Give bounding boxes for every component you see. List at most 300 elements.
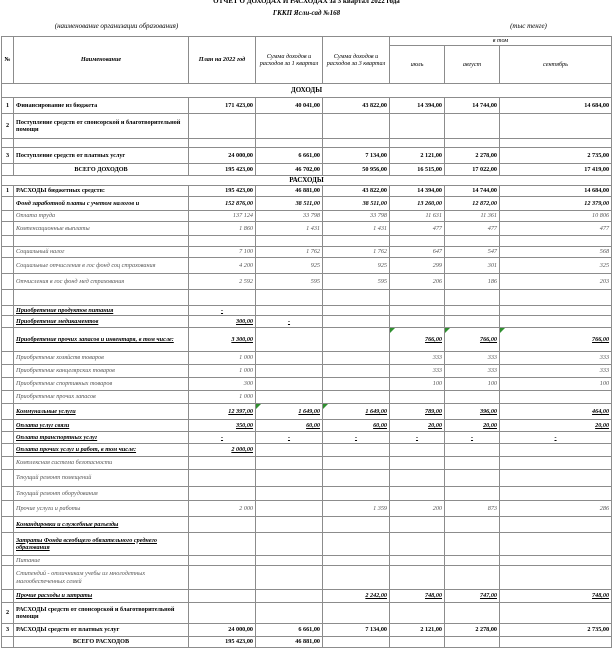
cell-s1: 46 881,00 <box>256 186 323 197</box>
cell-m1 <box>390 603 445 624</box>
row-name: РАСХОДЫ бюджетных средств: <box>14 186 189 197</box>
cell-m3: 17 419,00 <box>500 164 612 176</box>
report-subtitle: ГККП Ясли-сад №168 <box>272 9 341 17</box>
cell-s1 <box>256 457 323 470</box>
cell-plan: 24 000,00 <box>189 624 256 637</box>
cell-plan <box>189 114 256 139</box>
table-row <box>2 211 612 222</box>
cell-plan: 7 100 <box>189 247 256 258</box>
cell-s1: 6 661,00 <box>256 624 323 637</box>
cell-m1: 11 631 <box>390 211 445 222</box>
header-no: № <box>2 37 14 84</box>
row-name <box>14 139 189 148</box>
cell-plan: 350,00 <box>189 420 256 432</box>
cell-s3 <box>323 517 390 533</box>
table-row <box>2 556 612 566</box>
cell-s3 <box>323 556 390 566</box>
cell-m2 <box>445 444 500 457</box>
cell-m1 <box>390 457 445 470</box>
cell-m2: 747,00 <box>445 590 500 603</box>
cell-s1 <box>256 139 323 148</box>
cell-s1 <box>256 391 323 404</box>
row-number <box>2 517 14 533</box>
cell-s1: 33 798 <box>256 211 323 222</box>
table-row <box>2 501 612 517</box>
row-number <box>2 566 14 590</box>
cell-s3: 1 359 <box>323 501 390 517</box>
row-name: Текущий ремонт помещений <box>14 470 189 487</box>
cell-plan: 2 592 <box>189 274 256 290</box>
cell-plan <box>189 470 256 487</box>
cell-plan: 4 200 <box>189 258 256 274</box>
cell-m3 <box>500 556 612 566</box>
cell-plan: 195 423,00 <box>189 637 256 648</box>
cell-m3 <box>500 517 612 533</box>
row-name: Стипендий - отличникам учебы из многодетных малообеспеченных семей <box>14 566 189 590</box>
header-m1: июль <box>390 46 445 84</box>
cell-s3 <box>323 139 390 148</box>
row-name: ВСЕГО РАСХОДОВ <box>14 637 189 648</box>
cell-s1: 595 <box>256 274 323 290</box>
cell-m3 <box>500 533 612 556</box>
cell-s1 <box>256 566 323 590</box>
row-number <box>2 290 14 306</box>
cell-plan <box>189 487 256 501</box>
cell-m3 <box>500 444 612 457</box>
cell-plan: 1 000 <box>189 365 256 378</box>
cell-m2: 2 278,00 <box>445 148 500 164</box>
row-name: Поступление средств от спонсорской и благотворительной помощи <box>14 114 189 139</box>
cell-m2: - <box>445 432 500 444</box>
row-name: Текущий ремонт оборудования <box>14 487 189 501</box>
cell-s3: 38 511,00 <box>323 197 390 211</box>
cell-m3: 568 <box>500 247 612 258</box>
cell-plan: 1 000 <box>189 391 256 404</box>
row-number <box>2 420 14 432</box>
cell-m2 <box>445 566 500 590</box>
row-name: Приобретение медикаментов <box>14 316 189 328</box>
row-number <box>2 637 14 648</box>
cell-m3 <box>500 139 612 148</box>
row-number <box>2 247 14 258</box>
cell-s3 <box>323 391 390 404</box>
cell-m1 <box>390 139 445 148</box>
row-name: Оплата труда <box>14 211 189 222</box>
cell-m3: 766,00 <box>500 328 612 352</box>
table-row <box>2 404 612 420</box>
cell-plan <box>189 566 256 590</box>
cell-m1 <box>390 566 445 590</box>
cell-s1: - <box>256 432 323 444</box>
table-row <box>2 139 612 148</box>
cell-s1 <box>256 556 323 566</box>
cell-m1 <box>390 114 445 139</box>
cell-m2 <box>445 603 500 624</box>
row-number <box>2 533 14 556</box>
cell-m3: 464,00 <box>500 404 612 420</box>
cell-m3 <box>500 306 612 316</box>
cell-s1 <box>256 603 323 624</box>
cell-m1: 16 515,00 <box>390 164 445 176</box>
table-row <box>2 533 612 556</box>
row-number <box>2 316 14 328</box>
cell-s3 <box>323 290 390 306</box>
table-row <box>2 378 612 391</box>
cell-plan: - <box>189 432 256 444</box>
cell-m1 <box>390 556 445 566</box>
cell-m2 <box>445 533 500 556</box>
table-row <box>2 258 612 274</box>
row-name: Финансирование из бюджета <box>14 98 189 114</box>
cell-m2: 100 <box>445 378 500 391</box>
cell-m1 <box>390 316 445 328</box>
cell-s3 <box>323 603 390 624</box>
cell-s3: 7 134,00 <box>323 624 390 637</box>
header-m2: август <box>445 46 500 84</box>
row-name: Питание <box>14 556 189 566</box>
cell-m1 <box>390 533 445 556</box>
cell-s1 <box>256 517 323 533</box>
cell-plan <box>189 457 256 470</box>
row-name: РАСХОДЫ средств от спонсорской и благотворительной помощи <box>14 603 189 624</box>
cell-m1 <box>390 487 445 501</box>
cell-m2 <box>445 637 500 648</box>
cell-m3: 325 <box>500 258 612 274</box>
cell-s3: 595 <box>323 274 390 290</box>
cell-m1 <box>390 517 445 533</box>
row-number <box>2 352 14 365</box>
cell-s3 <box>323 487 390 501</box>
cell-m3: 286 <box>500 501 612 517</box>
cell-m1: 20,00 <box>390 420 445 432</box>
cell-m3 <box>500 603 612 624</box>
cell-m1: 766,00 <box>390 328 445 352</box>
row-name: Приобретение спортивных товаров <box>14 378 189 391</box>
table-row <box>2 365 612 378</box>
table-row <box>2 517 612 533</box>
cell-m2: 477 <box>445 222 500 236</box>
cell-plan: 2 000,00 <box>189 444 256 457</box>
cell-m3: 14 684,00 <box>500 98 612 114</box>
table-row <box>2 391 612 404</box>
cell-s3 <box>323 114 390 139</box>
cell-m2: 186 <box>445 274 500 290</box>
cell-plan <box>189 603 256 624</box>
row-number <box>2 236 14 247</box>
row-name: Фонд заработной платы с учетом налогов и <box>14 197 189 211</box>
cell-s1: 60,00 <box>256 420 323 432</box>
row-name: Затраты Фонда всеобщего обязательного среднего образования <box>14 533 189 556</box>
cell-m2 <box>445 457 500 470</box>
cell-s1 <box>256 487 323 501</box>
cell-m1: 789,00 <box>390 404 445 420</box>
cell-m2: 333 <box>445 365 500 378</box>
cell-plan: - <box>189 306 256 316</box>
cell-m3: 333 <box>500 352 612 365</box>
cell-m3 <box>500 114 612 139</box>
org-caption: (наименование организации образования) <box>54 22 179 30</box>
row-name: Социальные отчисления в гос фонд соц страхования <box>14 258 189 274</box>
cell-s3: 50 956,00 <box>323 164 390 176</box>
table-row <box>2 222 612 236</box>
cell-plan <box>189 236 256 247</box>
cell-s1 <box>256 533 323 556</box>
row-number <box>2 222 14 236</box>
cell-s1 <box>256 378 323 391</box>
cell-s1 <box>256 236 323 247</box>
cell-plan: 2 000 <box>189 501 256 517</box>
table-row <box>2 590 612 603</box>
table-row <box>2 566 612 590</box>
cell-m3: 10 806 <box>500 211 612 222</box>
row-name: Социальный налог <box>14 247 189 258</box>
cell-m2 <box>445 487 500 501</box>
cell-s1: 925 <box>256 258 323 274</box>
header-sum3: Сумма доходов и расходов за 3 квартал <box>323 37 390 84</box>
cell-s3: 2 242,00 <box>323 590 390 603</box>
row-name: Комплексная система безопасности <box>14 457 189 470</box>
cell-plan: 1 000 <box>189 352 256 365</box>
cell-plan <box>189 556 256 566</box>
row-number <box>2 501 14 517</box>
cell-plan: 300,00 <box>189 316 256 328</box>
table-row <box>2 637 612 648</box>
cell-s3 <box>323 378 390 391</box>
cell-plan: 3 300,00 <box>189 328 256 352</box>
cell-s1: 1 649,00 <box>256 404 323 420</box>
cell-m2 <box>445 391 500 404</box>
cell-m1: 13 260,00 <box>390 197 445 211</box>
row-name: ВСЕГО ДОХОДОВ <box>14 164 189 176</box>
cell-s1: 1 431 <box>256 222 323 236</box>
cell-s1 <box>256 501 323 517</box>
cell-s3: 1 762 <box>323 247 390 258</box>
cell-m2: 547 <box>445 247 500 258</box>
row-number <box>2 404 14 420</box>
cell-m3: 203 <box>500 274 612 290</box>
header-sum1: Сумма доходов и расходов за 1 квартал <box>256 37 323 84</box>
row-name: Компенсационные выплаты <box>14 222 189 236</box>
row-number: 1 <box>2 98 14 114</box>
cell-m3: - <box>500 432 612 444</box>
cell-plan <box>189 517 256 533</box>
row-number <box>2 590 14 603</box>
table-row <box>2 164 612 176</box>
row-number <box>2 274 14 290</box>
cell-s3: 7 134,00 <box>323 148 390 164</box>
cell-m3: 12 379,00 <box>500 197 612 211</box>
cell-s3 <box>323 352 390 365</box>
cell-s3 <box>323 533 390 556</box>
cell-m2: 766,00 <box>445 328 500 352</box>
cell-m1: 477 <box>390 222 445 236</box>
cell-m2: 14 744,00 <box>445 98 500 114</box>
table-row <box>2 98 612 114</box>
cell-s1: 1 762 <box>256 247 323 258</box>
row-name: Прочие расходы и затраты <box>14 590 189 603</box>
cell-s1 <box>256 444 323 457</box>
cell-s3: - <box>323 432 390 444</box>
table-row <box>2 420 612 432</box>
cell-m1: 333 <box>390 365 445 378</box>
row-number <box>2 457 14 470</box>
row-number <box>2 258 14 274</box>
cell-m1 <box>390 306 445 316</box>
table-row <box>2 487 612 501</box>
cell-plan: 171 423,00 <box>189 98 256 114</box>
cell-s3: 1 431 <box>323 222 390 236</box>
row-number <box>2 139 14 148</box>
report-title: ОТЧЕТ О ДОХОДАХ И РАСХОДАХ за 3 квартал 2022 года <box>213 0 400 5</box>
table-row <box>2 316 612 328</box>
cell-m3: 14 684,00 <box>500 186 612 197</box>
cell-plan: 195 423,00 <box>189 186 256 197</box>
table-row <box>2 290 612 306</box>
cell-m1: 748,00 <box>390 590 445 603</box>
cell-m1: 647 <box>390 247 445 258</box>
cell-m3: 2 735,00 <box>500 624 612 637</box>
cell-s1 <box>256 114 323 139</box>
header-plan: План на 2022 год <box>189 37 256 84</box>
cell-m2: 20,00 <box>445 420 500 432</box>
cell-plan <box>189 533 256 556</box>
header-incl: в том <box>390 37 612 46</box>
cell-m3: 20,00 <box>500 420 612 432</box>
cell-s3 <box>323 365 390 378</box>
cell-m3 <box>500 290 612 306</box>
cell-s1 <box>256 328 323 352</box>
cell-m3 <box>500 487 612 501</box>
cell-m3 <box>500 470 612 487</box>
cell-s3 <box>323 637 390 648</box>
row-number <box>2 432 14 444</box>
table-row <box>2 328 612 352</box>
cell-s3 <box>323 444 390 457</box>
row-name: Поступление средств от платных услуг <box>14 148 189 164</box>
row-number <box>2 444 14 457</box>
cell-m2: 333 <box>445 352 500 365</box>
row-number <box>2 328 14 352</box>
cell-m3: 748,00 <box>500 590 612 603</box>
cell-m3 <box>500 236 612 247</box>
row-name <box>14 290 189 306</box>
header-m3: сентябрь <box>500 46 612 84</box>
cell-s3: 33 798 <box>323 211 390 222</box>
report-table <box>1 36 612 648</box>
cell-m3: 2 735,00 <box>500 148 612 164</box>
cell-s3 <box>323 457 390 470</box>
cell-s3 <box>323 566 390 590</box>
cell-m2: 17 022,00 <box>445 164 500 176</box>
cell-m2 <box>445 306 500 316</box>
table-row <box>2 457 612 470</box>
cell-s1 <box>256 290 323 306</box>
cell-m1 <box>390 470 445 487</box>
cell-m3 <box>500 457 612 470</box>
cell-m2 <box>445 114 500 139</box>
cell-s1: 46 702,00 <box>256 164 323 176</box>
row-number <box>2 556 14 566</box>
row-number <box>2 211 14 222</box>
row-name: Оплата транспортных услуг <box>14 432 189 444</box>
cell-m3 <box>500 566 612 590</box>
row-number: 3 <box>2 148 14 164</box>
row-number <box>2 391 14 404</box>
cell-plan: 195 423,00 <box>189 164 256 176</box>
cell-m1: 14 394,00 <box>390 98 445 114</box>
table-row <box>2 470 612 487</box>
cell-m1 <box>390 637 445 648</box>
cell-m1 <box>390 391 445 404</box>
table-row <box>2 274 612 290</box>
row-number <box>2 470 14 487</box>
cell-s1: - <box>256 316 323 328</box>
cell-plan: 1 860 <box>189 222 256 236</box>
cell-s1 <box>256 470 323 487</box>
cell-s3 <box>323 328 390 352</box>
section-income <box>2 84 612 98</box>
row-number: 3 <box>2 624 14 637</box>
cell-s3: 43 822,00 <box>323 186 390 197</box>
row-name: Приобретение продуктов питания <box>14 306 189 316</box>
cell-plan <box>189 590 256 603</box>
cell-m2 <box>445 316 500 328</box>
cell-m1: 299 <box>390 258 445 274</box>
table-row <box>2 247 612 258</box>
cell-s1: 40 041,00 <box>256 98 323 114</box>
cell-m2 <box>445 236 500 247</box>
header-row-1 <box>2 37 612 46</box>
cell-m2: 14 744,00 <box>445 186 500 197</box>
row-name: Оплата услуг связи <box>14 420 189 432</box>
cell-m2: 2 278,00 <box>445 624 500 637</box>
cell-plan: 300 <box>189 378 256 391</box>
cell-plan <box>189 139 256 148</box>
table-row <box>2 148 612 164</box>
cell-s3 <box>323 470 390 487</box>
row-name: РАСХОДЫ средств от платных услуг <box>14 624 189 637</box>
cell-m3: 100 <box>500 378 612 391</box>
table-row <box>2 432 612 444</box>
cell-s1 <box>256 590 323 603</box>
cell-s3 <box>323 316 390 328</box>
cell-m1: 2 121,00 <box>390 624 445 637</box>
cell-m2: 11 361 <box>445 211 500 222</box>
cell-s1 <box>256 306 323 316</box>
table-row <box>2 114 612 139</box>
row-number <box>2 197 14 211</box>
section-title: РАСХОДЫ <box>2 176 612 186</box>
row-number <box>2 487 14 501</box>
row-number <box>2 365 14 378</box>
cell-m1: 14 394,00 <box>390 186 445 197</box>
row-name <box>14 236 189 247</box>
table-row <box>2 352 612 365</box>
cell-m1 <box>390 444 445 457</box>
row-name: Приобретение канцелярских товаров <box>14 365 189 378</box>
cell-s1: 6 661,00 <box>256 148 323 164</box>
row-number <box>2 164 14 176</box>
cell-plan: 24 000,00 <box>189 148 256 164</box>
cell-m2: 396,00 <box>445 404 500 420</box>
cell-s3: 43 822,00 <box>323 98 390 114</box>
cell-s1: 38 511,00 <box>256 197 323 211</box>
row-name: Отчисления в гос фонд мед страхования <box>14 274 189 290</box>
row-name: Приобретение хозяйств товаров <box>14 352 189 365</box>
row-name: Прочие услуги и работы <box>14 501 189 517</box>
cell-plan: 137 124 <box>189 211 256 222</box>
table-row <box>2 197 612 211</box>
